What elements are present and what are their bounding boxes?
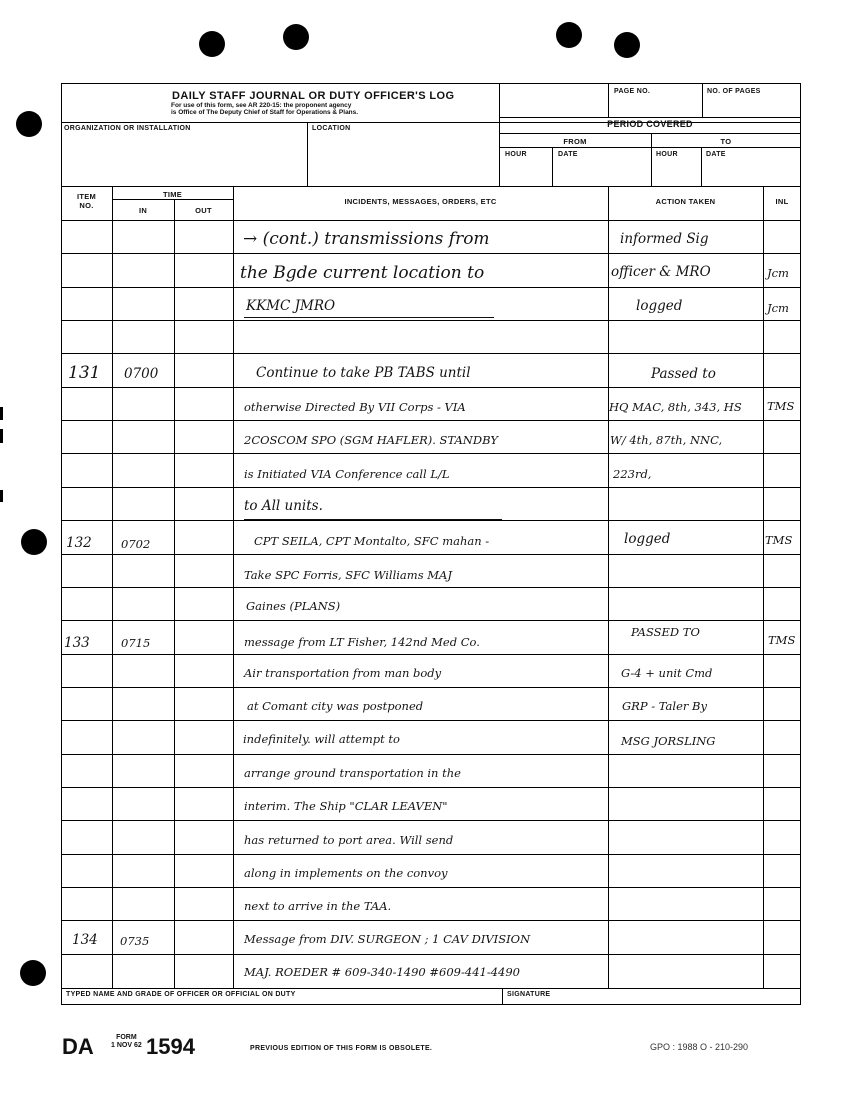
page-no-label: PAGE NO. <box>614 88 651 95</box>
journal-row-rule <box>61 353 801 354</box>
journal-row-rule <box>61 387 801 388</box>
entry-message: interim. The Ship "CLAR LEAVEN" <box>244 799 448 813</box>
entry-message: the Bgde current location to <box>240 263 485 283</box>
incidents-label: INCIDENTS, MESSAGES, ORDERS, ETC <box>344 197 497 206</box>
no-of-pages-label: NO. OF PAGES <box>707 88 761 95</box>
entry-message: to All units. <box>244 498 323 514</box>
to-label: TO <box>720 137 732 146</box>
from-date-label: DATE <box>558 151 578 158</box>
journal-row-rule <box>61 854 801 855</box>
entry-action: W/ 4th, 87th, NNC, <box>610 433 723 447</box>
entry-time-in: 0735 <box>120 934 150 948</box>
entry-item-no: 131 <box>68 363 101 383</box>
entry-message: → (cont.) transmissions from <box>243 229 490 249</box>
organization-label: ORGANIZATION OR INSTALLATION <box>64 125 191 132</box>
entry-initials: Jcm <box>767 266 789 280</box>
punch-hole <box>20 960 46 986</box>
to-date-label: DATE <box>706 151 726 158</box>
entry-time-in: 0702 <box>121 537 151 551</box>
margin-mark <box>0 407 3 420</box>
entry-action: informed Sig <box>620 231 709 247</box>
journal-row-rule <box>61 720 801 721</box>
time-out-label: OUT <box>195 206 212 215</box>
entry-action: logged <box>636 298 683 314</box>
form-subtitle: For use of this form, see AR 220-15: the proponent agency <box>171 102 352 109</box>
entry-action: officer & MRO <box>611 264 711 280</box>
form-da: DA <box>62 1034 94 1059</box>
journal-row-rule <box>61 954 801 955</box>
journal-row-rule <box>61 320 801 321</box>
entry-message: Gaines (PLANS) <box>246 599 341 613</box>
entry-message: 2COSCOM SPO (SGM HAFLER). STANDBY <box>244 433 498 447</box>
form-label: FORM 1 NOV 62 <box>111 1034 142 1049</box>
entry-action: logged <box>624 531 671 547</box>
entry-message: arrange ground transportation in the <box>244 766 461 780</box>
journal-row-rule <box>61 487 801 488</box>
punch-hole <box>556 22 582 48</box>
journal-row-rule <box>61 220 801 221</box>
entry-message: at Comant city was postponed <box>247 699 424 713</box>
from-hour-label: HOUR <box>505 151 527 158</box>
entry-action: PASSED TO <box>631 625 700 639</box>
journal-row-rule <box>61 820 801 821</box>
entry-message: along in implements on the convoy <box>244 866 448 880</box>
entry-action: Passed to <box>651 366 716 382</box>
form-number: 1594 <box>146 1034 195 1059</box>
entry-action: G-4 + unit Cmd <box>621 666 713 680</box>
journal-row-rule <box>61 287 801 288</box>
entry-message: MAJ. ROEDER # 609-340-1490 #609-441-4490 <box>244 965 520 979</box>
entry-message: message from LT Fisher, 142nd Med Co. <box>244 635 480 649</box>
entry-initials: TMS <box>765 533 793 547</box>
from-label: FROM <box>563 137 587 146</box>
journal-row-rule <box>61 554 801 555</box>
journal-row-rule <box>61 754 801 755</box>
journal-row-rule <box>61 587 801 588</box>
entry-initials: TMS <box>768 633 796 647</box>
margin-mark <box>0 429 3 443</box>
journal-row-rule <box>61 687 801 688</box>
journal-row-rule <box>61 920 801 921</box>
journal-row-rule <box>61 420 801 421</box>
entry-message: has returned to port area. Will send <box>244 833 454 847</box>
journal-row-rule <box>61 453 801 454</box>
margin-mark <box>0 490 3 502</box>
signature-label: SIGNATURE <box>507 991 551 998</box>
form-title: DAILY STAFF JOURNAL OR DUTY OFFICER'S LOG <box>172 90 455 102</box>
journal-row-rule <box>61 253 801 254</box>
entry-message: is Initiated VIA Conference call L/L <box>244 467 450 481</box>
journal-row-rule <box>61 620 801 621</box>
entry-action: GRP - Taler By <box>622 699 707 713</box>
entry-item-no: 134 <box>72 932 98 948</box>
journal-row-rule <box>61 520 801 521</box>
entry-initials: Jcm <box>767 301 789 315</box>
entry-action: HQ MAC, 8th, 343, HS <box>609 400 742 414</box>
entry-message: Air transportation from man body <box>244 666 442 680</box>
entry-initials: TMS <box>767 399 795 413</box>
entry-message: Continue to take PB TABS until <box>256 365 471 381</box>
entry-time-in: 0715 <box>121 636 151 650</box>
entry-item-no: 133 <box>64 635 90 651</box>
punch-hole <box>283 24 309 50</box>
entry-message: next to arrive in the TAA. <box>244 899 392 913</box>
entry-message: CPT SEILA, CPT Montalto, SFC mahan - <box>254 534 490 548</box>
period-covered-label: PERIOD COVERED <box>607 119 693 129</box>
inl-label: INL <box>775 197 789 206</box>
time-in-label: IN <box>138 206 148 215</box>
journal-row-rule <box>61 887 801 888</box>
punch-hole <box>199 31 225 57</box>
entry-time-in: 0700 <box>124 366 159 382</box>
punch-hole <box>16 111 42 137</box>
entry-message: Message from DIV. SURGEON ; 1 CAV DIVISION <box>244 932 531 946</box>
typed-name-label: TYPED NAME AND GRADE OF OFFICER OR OFFICIAL ON DUTY <box>66 991 296 998</box>
entry-message: Take SPC Forris, SFC Williams MAJ <box>244 568 452 582</box>
journal-row-rule <box>61 654 801 655</box>
action-taken-label: ACTION TAKEN <box>655 197 716 206</box>
entry-message: otherwise Directed By VII Corps - VIA <box>244 400 466 414</box>
entry-message: indefinitely. will attempt to <box>243 732 400 746</box>
to-hour-label: HOUR <box>656 151 678 158</box>
gpo-note: GPO : 1988 O - 210-290 <box>650 1042 749 1052</box>
previous-edition-note: PREVIOUS EDITION OF THIS FORM IS OBSOLETE. <box>250 1045 433 1052</box>
form-subtitle: is Office of The Deputy Chief of Staff for Operations & Plans. <box>171 109 359 116</box>
journal-row-rule <box>61 787 801 788</box>
item-no-label: ITEM NO. <box>76 192 97 210</box>
location-label: LOCATION <box>312 125 351 132</box>
punch-hole <box>21 529 47 555</box>
entry-action: 223rd, <box>613 467 652 481</box>
entry-action: MSG JORSLING <box>621 734 716 748</box>
time-label: TIME <box>162 190 183 199</box>
punch-hole <box>614 32 640 58</box>
entry-item-no: 132 <box>66 535 92 551</box>
entry-message: KKMC JMRO <box>246 298 336 314</box>
